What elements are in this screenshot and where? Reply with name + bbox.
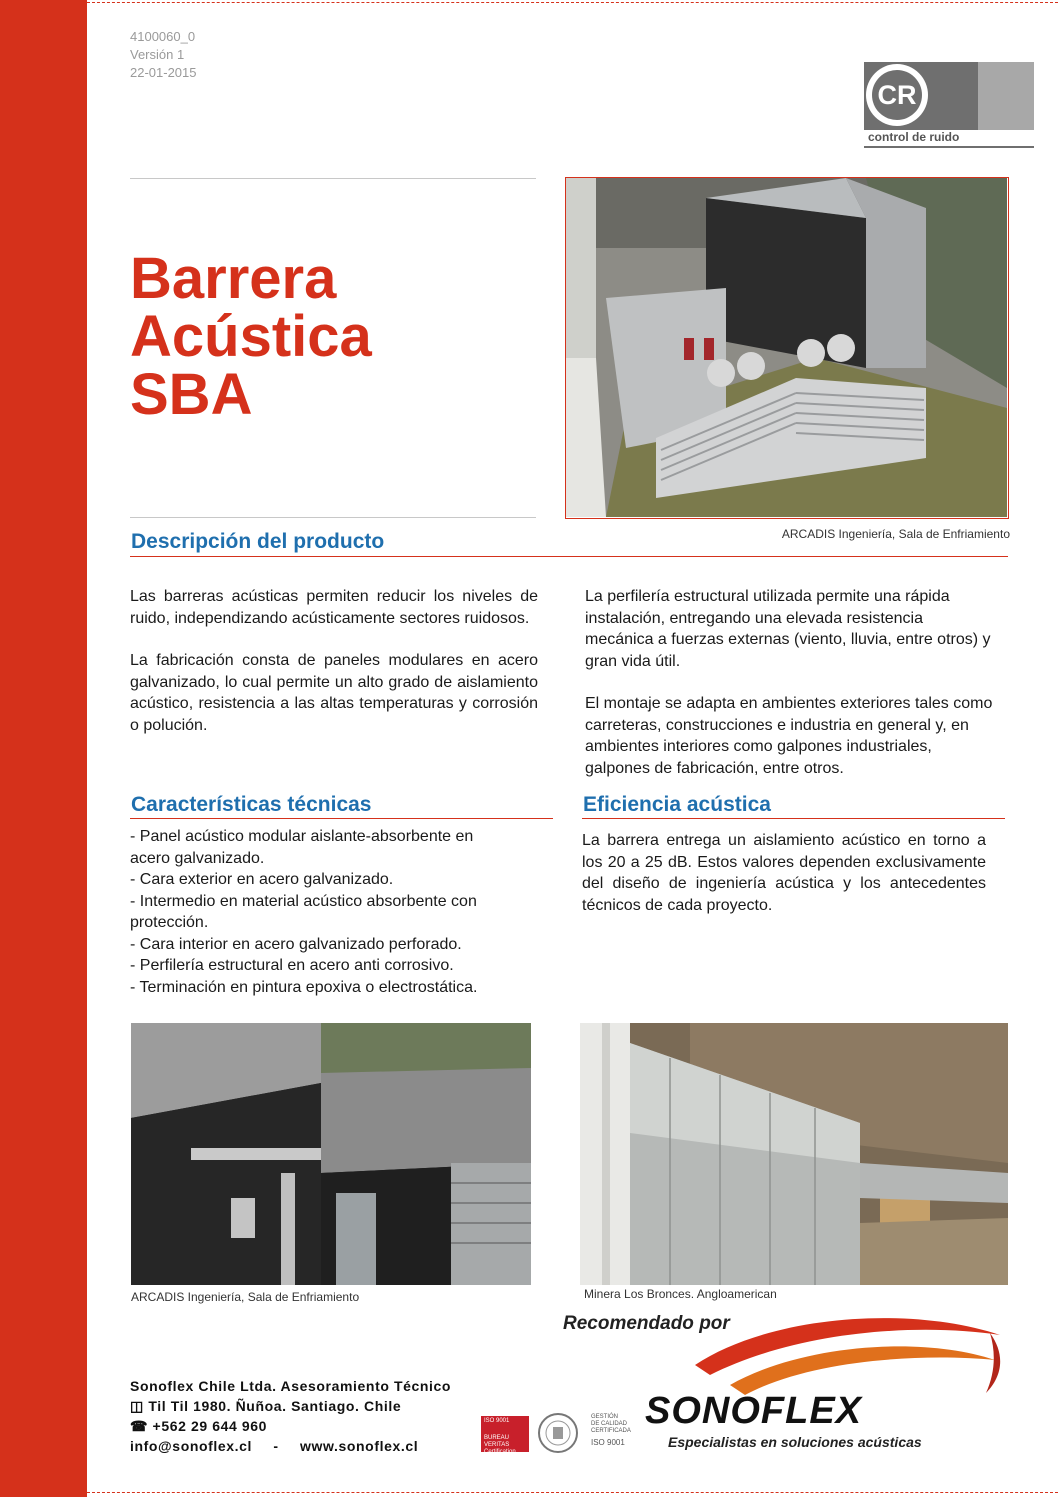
- bottom-left-photo-caption: ARCADIS Ingeniería, Sala de Enfriamiento: [131, 1290, 360, 1304]
- description-heading-rule: [130, 556, 1008, 557]
- title-bottom-rule: [130, 517, 536, 518]
- badge-iso: ISO 9001: [484, 1418, 510, 1424]
- efficiency-text: La barrera entrega un aislamiento acústico en torno a los 20 a 25 dB. Estos valores dependen exclusivamente del diseño de ingeniería acústica y los antecedentes técnicos de cada proyecto.: [582, 832, 986, 914]
- cert-line-2: DE CALIDAD: [591, 1421, 628, 1427]
- photo-mine-barrier-image: [580, 1023, 1008, 1285]
- recommended-label: Recomendado por: [563, 1313, 730, 1334]
- iso-certification: [481, 1408, 631, 1458]
- description-heading: Descripción del producto: [131, 530, 385, 553]
- address-line: [130, 1396, 451, 1416]
- feature-item: - Terminación en pintura epoxiva o electrostática.: [130, 978, 478, 996]
- phone-text: +562 29 644 960: [152, 1418, 268, 1434]
- top-dashed-border: [87, 2, 1058, 3]
- efficiency-heading: Eficiencia acústica: [583, 793, 771, 816]
- document-meta: [130, 28, 197, 82]
- logo-initials: CR: [872, 70, 922, 120]
- website-link[interactable]: www.sonoflex.cl: [300, 1438, 419, 1454]
- certification-seal-icon: [537, 1408, 579, 1458]
- description-paragraph-4: El montaje se adapta en ambientes exteriores tales como carreteras, construcciones e industria en general y, en ambientes interiores como galpones industriales, galpones de fabricación, entre otros.: [585, 695, 993, 777]
- phone-line: [130, 1416, 451, 1436]
- phone-icon: ☎: [130, 1418, 149, 1434]
- top-photo-caption: ARCADIS Ingeniería, Sala de Enfriamiento: [781, 527, 1010, 541]
- features-list: [130, 826, 550, 998]
- page-title: [130, 246, 372, 427]
- cert-line-3: CERTIFICADA: [591, 1428, 631, 1434]
- logo-subtitle: control de ruido: [868, 130, 960, 144]
- features-heading: Características técnicas: [131, 793, 372, 816]
- title-line-1: Barrera: [130, 246, 337, 311]
- photo-cooling-room-interior: [131, 1023, 531, 1285]
- feature-item: - Cara exterior en acero galvanizado.: [130, 871, 394, 888]
- title-line-2: Acústica: [130, 304, 372, 369]
- cert-line-4: ISO 9001: [591, 1438, 625, 1447]
- web-line: [130, 1436, 451, 1456]
- email-link[interactable]: info@sonoflex.cl: [130, 1438, 253, 1454]
- description-paragraph-1: Las barreras acústicas permiten reducir los niveles de ruido, independizando acústicamente sectores ruidosos.: [130, 588, 538, 627]
- document-date: 22-01-2015: [130, 65, 197, 80]
- building-icon: ◫: [130, 1398, 144, 1414]
- feature-item: acero galvanizado.: [130, 849, 265, 867]
- left-accent-bar: [0, 0, 87, 1497]
- bureau-veritas-badge: [481, 1416, 529, 1455]
- cert-line-1: GESTIÓN: [591, 1414, 619, 1420]
- feature-item: - Intermedio en material acústico absorbente con: [130, 892, 477, 910]
- feature-item: protección.: [130, 914, 209, 931]
- document-version: Versión 1: [130, 47, 185, 62]
- feature-item: - Panel acústico modular aislante-absorbente en: [130, 828, 474, 845]
- badge-bureau: BUREAU VERITAS: [484, 1435, 510, 1448]
- efficiency-heading-rule: [582, 818, 1005, 819]
- features-heading-rule: [130, 818, 553, 819]
- contact-footer: [130, 1376, 451, 1456]
- photo-mine-barrier: [580, 1023, 1008, 1285]
- bottom-right-photo-caption: Minera Los Bronces. Angloamerican: [584, 1287, 777, 1301]
- document-code: 4100060_0: [130, 29, 196, 44]
- bottom-dashed-border: [87, 1492, 1058, 1493]
- photo-cooling-room-interior-image: [131, 1023, 531, 1285]
- description-paragraph-3: La perfilería estructural utilizada permite una rápida instalación, entregando una elevada resistencia mecánica a fuerzas externas (viento, lluvia, entre otros) y gran vida útil.: [585, 588, 991, 670]
- badge-certification: Certification: [484, 1449, 516, 1455]
- description-right-column: [585, 586, 995, 800]
- photo-cooling-room-aerial-image: [566, 178, 1007, 517]
- title-top-rule: [130, 178, 536, 179]
- feature-item: - Perfilería estructural en acero anti corrosivo.: [130, 957, 454, 974]
- description-paragraph-2: La fabricación consta de paneles modulares en acero galvanizado, lo cual permite un alto grado de aislamiento acústico, resistencia a las altas temperaturas y corrosión o polución.: [130, 652, 538, 734]
- sonoflex-brand: SONOFLEX: [645, 1390, 863, 1432]
- sonoflex-slogan: Especialistas en soluciones acústicas: [668, 1434, 922, 1450]
- contact-separator: -: [273, 1438, 279, 1454]
- feature-item: - Cara interior en acero galvanizado perforado.: [130, 935, 462, 953]
- certification-text: [591, 1414, 631, 1448]
- title-line-3: SBA: [130, 362, 253, 427]
- address-text: Til Til 1980. Ñuñoa. Santiago. Chile: [148, 1398, 402, 1414]
- description-left-column: [130, 586, 538, 757]
- logo-underline: [864, 146, 1034, 148]
- photo-cooling-room-aerial: [565, 177, 1009, 519]
- logo-block-light: [978, 62, 1034, 130]
- company-name: Sonoflex Chile Ltda. Asesoramiento Técnico: [130, 1378, 452, 1394]
